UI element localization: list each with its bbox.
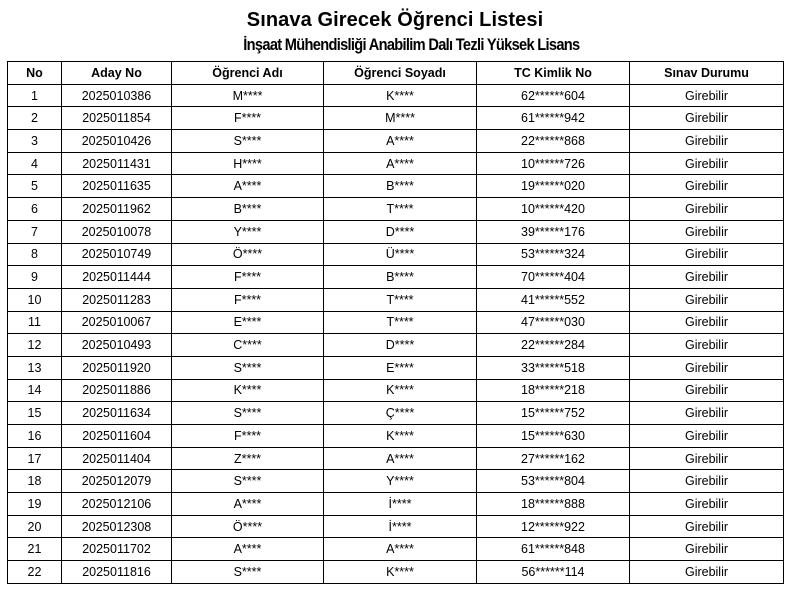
table-row xyxy=(8,561,784,584)
cell-aday-no: 2025011702 xyxy=(62,538,172,561)
cell-no: 18 xyxy=(8,470,62,493)
cell-no: 4 xyxy=(8,152,62,175)
cell-tc-kimlik-no: 53******324 xyxy=(477,243,630,266)
header-tc-kimlik-no: TC Kimlik No xyxy=(477,62,630,85)
cell-aday-no: 2025010493 xyxy=(62,334,172,357)
cell-aday-no: 2025011854 xyxy=(62,107,172,130)
table-row xyxy=(8,379,784,402)
cell-ogrenci-adi: C**** xyxy=(172,334,324,357)
cell-ogrenci-adi: S**** xyxy=(172,470,324,493)
cell-no: 21 xyxy=(8,538,62,561)
cell-ogrenci-adi: M**** xyxy=(172,84,324,107)
table-row xyxy=(8,311,784,334)
cell-aday-no: 2025011886 xyxy=(62,379,172,402)
cell-tc-kimlik-no: 47******030 xyxy=(477,311,630,334)
cell-aday-no: 2025010386 xyxy=(62,84,172,107)
table-row xyxy=(8,425,784,448)
table-row xyxy=(8,447,784,470)
cell-no: 3 xyxy=(8,130,62,153)
cell-ogrenci-adi: B**** xyxy=(172,198,324,221)
table-row xyxy=(8,266,784,289)
cell-aday-no: 2025012308 xyxy=(62,515,172,538)
cell-sinav-durumu: Girebilir xyxy=(630,425,784,448)
cell-ogrenci-adi: Z**** xyxy=(172,447,324,470)
cell-tc-kimlik-no: 18******218 xyxy=(477,379,630,402)
table-row xyxy=(8,493,784,516)
cell-tc-kimlik-no: 15******752 xyxy=(477,402,630,425)
cell-sinav-durumu: Girebilir xyxy=(630,470,784,493)
cell-no: 7 xyxy=(8,220,62,243)
cell-no: 8 xyxy=(8,243,62,266)
table-row xyxy=(8,334,784,357)
cell-sinav-durumu: Girebilir xyxy=(630,175,784,198)
cell-ogrenci-adi: S**** xyxy=(172,561,324,584)
cell-sinav-durumu: Girebilir xyxy=(630,288,784,311)
table-row xyxy=(8,220,784,243)
cell-aday-no: 2025011431 xyxy=(62,152,172,175)
cell-ogrenci-soyadi: Ç**** xyxy=(324,402,477,425)
cell-ogrenci-soyadi: K**** xyxy=(324,425,477,448)
cell-ogrenci-soyadi: K**** xyxy=(324,84,477,107)
document-title: Sınava Girecek Öğrenci Listesi xyxy=(246,9,544,31)
table-row xyxy=(8,175,784,198)
cell-aday-no: 2025011283 xyxy=(62,288,172,311)
cell-ogrenci-soyadi: D**** xyxy=(324,334,477,357)
cell-ogrenci-soyadi: M**** xyxy=(324,107,477,130)
table-row xyxy=(8,356,784,379)
cell-ogrenci-soyadi: B**** xyxy=(324,266,477,289)
cell-tc-kimlik-no: 61******942 xyxy=(477,107,630,130)
cell-sinav-durumu: Girebilir xyxy=(630,356,784,379)
cell-ogrenci-soyadi: İ**** xyxy=(324,515,477,538)
cell-sinav-durumu: Girebilir xyxy=(630,493,784,516)
cell-no: 1 xyxy=(8,84,62,107)
cell-no: 20 xyxy=(8,515,62,538)
cell-sinav-durumu: Girebilir xyxy=(630,334,784,357)
cell-tc-kimlik-no: 53******804 xyxy=(477,470,630,493)
cell-tc-kimlik-no: 27******162 xyxy=(477,447,630,470)
cell-aday-no: 2025011444 xyxy=(62,266,172,289)
cell-ogrenci-adi: F**** xyxy=(172,288,324,311)
cell-aday-no: 2025011634 xyxy=(62,402,172,425)
cell-sinav-durumu: Girebilir xyxy=(630,107,784,130)
cell-ogrenci-soyadi: E**** xyxy=(324,356,477,379)
header-no: No xyxy=(8,62,62,85)
cell-aday-no: 2025012079 xyxy=(62,470,172,493)
cell-sinav-durumu: Girebilir xyxy=(630,220,784,243)
cell-tc-kimlik-no: 15******630 xyxy=(477,425,630,448)
table-row xyxy=(8,130,784,153)
cell-aday-no: 2025012106 xyxy=(62,493,172,516)
cell-no: 9 xyxy=(8,266,62,289)
cell-tc-kimlik-no: 61******848 xyxy=(477,538,630,561)
cell-tc-kimlik-no: 33******518 xyxy=(477,356,630,379)
cell-ogrenci-adi: F**** xyxy=(172,425,324,448)
cell-no: 15 xyxy=(8,402,62,425)
cell-ogrenci-adi: S**** xyxy=(172,130,324,153)
cell-tc-kimlik-no: 22******868 xyxy=(477,130,630,153)
cell-no: 12 xyxy=(8,334,62,357)
header-ogrenci-soyadi: Öğrenci Soyadı xyxy=(324,62,477,85)
cell-ogrenci-adi: A**** xyxy=(172,538,324,561)
table-row xyxy=(8,243,784,266)
cell-tc-kimlik-no: 12******922 xyxy=(477,515,630,538)
cell-ogrenci-soyadi: T**** xyxy=(324,311,477,334)
cell-ogrenci-soyadi: A**** xyxy=(324,447,477,470)
cell-ogrenci-soyadi: İ**** xyxy=(324,493,477,516)
cell-no: 10 xyxy=(8,288,62,311)
cell-aday-no: 2025011816 xyxy=(62,561,172,584)
cell-ogrenci-adi: F**** xyxy=(172,107,324,130)
cell-ogrenci-adi: H**** xyxy=(172,152,324,175)
cell-aday-no: 2025010426 xyxy=(62,130,172,153)
cell-tc-kimlik-no: 70******404 xyxy=(477,266,630,289)
document-subtitle: İnşaat Mühendisliği Anabilim Dalı Tezli Yüksek Lisans xyxy=(243,35,580,54)
cell-tc-kimlik-no: 56******114 xyxy=(477,561,630,584)
cell-aday-no: 2025011920 xyxy=(62,356,172,379)
cell-ogrenci-soyadi: A**** xyxy=(324,130,477,153)
cell-ogrenci-adi: A**** xyxy=(172,493,324,516)
table-row xyxy=(8,84,784,107)
cell-tc-kimlik-no: 41******552 xyxy=(477,288,630,311)
cell-no: 17 xyxy=(8,447,62,470)
cell-ogrenci-soyadi: T**** xyxy=(324,198,477,221)
header-sinav-durumu: Sınav Durumu xyxy=(630,62,784,85)
cell-aday-no: 2025010749 xyxy=(62,243,172,266)
cell-ogrenci-soyadi: D**** xyxy=(324,220,477,243)
cell-ogrenci-soyadi: Y**** xyxy=(324,470,477,493)
cell-ogrenci-soyadi: B**** xyxy=(324,175,477,198)
table-row xyxy=(8,198,784,221)
cell-sinav-durumu: Girebilir xyxy=(630,243,784,266)
cell-aday-no: 2025011962 xyxy=(62,198,172,221)
table-row xyxy=(8,515,784,538)
cell-ogrenci-adi: Ö**** xyxy=(172,515,324,538)
cell-sinav-durumu: Girebilir xyxy=(630,561,784,584)
cell-ogrenci-adi: E**** xyxy=(172,311,324,334)
cell-sinav-durumu: Girebilir xyxy=(630,379,784,402)
cell-sinav-durumu: Girebilir xyxy=(630,515,784,538)
cell-no: 6 xyxy=(8,198,62,221)
cell-no: 2 xyxy=(8,107,62,130)
cell-tc-kimlik-no: 19******020 xyxy=(477,175,630,198)
cell-ogrenci-soyadi: K**** xyxy=(324,561,477,584)
cell-sinav-durumu: Girebilir xyxy=(630,84,784,107)
cell-ogrenci-adi: K**** xyxy=(172,379,324,402)
cell-no: 13 xyxy=(8,356,62,379)
student-list-table xyxy=(7,61,784,584)
cell-tc-kimlik-no: 22******284 xyxy=(477,334,630,357)
table-header-row xyxy=(8,62,784,85)
cell-aday-no: 2025010078 xyxy=(62,220,172,243)
cell-ogrenci-soyadi: A**** xyxy=(324,538,477,561)
table-row xyxy=(8,470,784,493)
cell-ogrenci-adi: Y**** xyxy=(172,220,324,243)
table-row xyxy=(8,288,784,311)
cell-ogrenci-soyadi: K**** xyxy=(324,379,477,402)
cell-no: 11 xyxy=(8,311,62,334)
cell-no: 14 xyxy=(8,379,62,402)
cell-no: 22 xyxy=(8,561,62,584)
cell-sinav-durumu: Girebilir xyxy=(630,311,784,334)
cell-aday-no: 2025011604 xyxy=(62,425,172,448)
cell-ogrenci-adi: S**** xyxy=(172,356,324,379)
cell-tc-kimlik-no: 10******420 xyxy=(477,198,630,221)
cell-aday-no: 2025010067 xyxy=(62,311,172,334)
cell-ogrenci-soyadi: T**** xyxy=(324,288,477,311)
header-ogrenci-adi: Öğrenci Adı xyxy=(172,62,324,85)
cell-ogrenci-adi: Ö**** xyxy=(172,243,324,266)
cell-sinav-durumu: Girebilir xyxy=(630,402,784,425)
cell-sinav-durumu: Girebilir xyxy=(630,130,784,153)
table-header xyxy=(8,62,784,85)
cell-tc-kimlik-no: 10******726 xyxy=(477,152,630,175)
table-row xyxy=(8,538,784,561)
cell-ogrenci-adi: S**** xyxy=(172,402,324,425)
cell-sinav-durumu: Girebilir xyxy=(630,152,784,175)
cell-no: 16 xyxy=(8,425,62,448)
cell-ogrenci-soyadi: Ü**** xyxy=(324,243,477,266)
cell-ogrenci-adi: A**** xyxy=(172,175,324,198)
cell-ogrenci-soyadi: A**** xyxy=(324,152,477,175)
header-aday-no: Aday No xyxy=(62,62,172,85)
cell-sinav-durumu: Girebilir xyxy=(630,266,784,289)
cell-sinav-durumu: Girebilir xyxy=(630,198,784,221)
table-row xyxy=(8,402,784,425)
cell-tc-kimlik-no: 18******888 xyxy=(477,493,630,516)
cell-sinav-durumu: Girebilir xyxy=(630,538,784,561)
cell-tc-kimlik-no: 39******176 xyxy=(477,220,630,243)
table-body xyxy=(8,84,784,583)
cell-aday-no: 2025011635 xyxy=(62,175,172,198)
cell-sinav-durumu: Girebilir xyxy=(630,447,784,470)
table-row xyxy=(8,152,784,175)
cell-no: 19 xyxy=(8,493,62,516)
cell-no: 5 xyxy=(8,175,62,198)
table-row xyxy=(8,107,784,130)
cell-tc-kimlik-no: 62******604 xyxy=(477,84,630,107)
cell-aday-no: 2025011404 xyxy=(62,447,172,470)
cell-ogrenci-adi: F**** xyxy=(172,266,324,289)
